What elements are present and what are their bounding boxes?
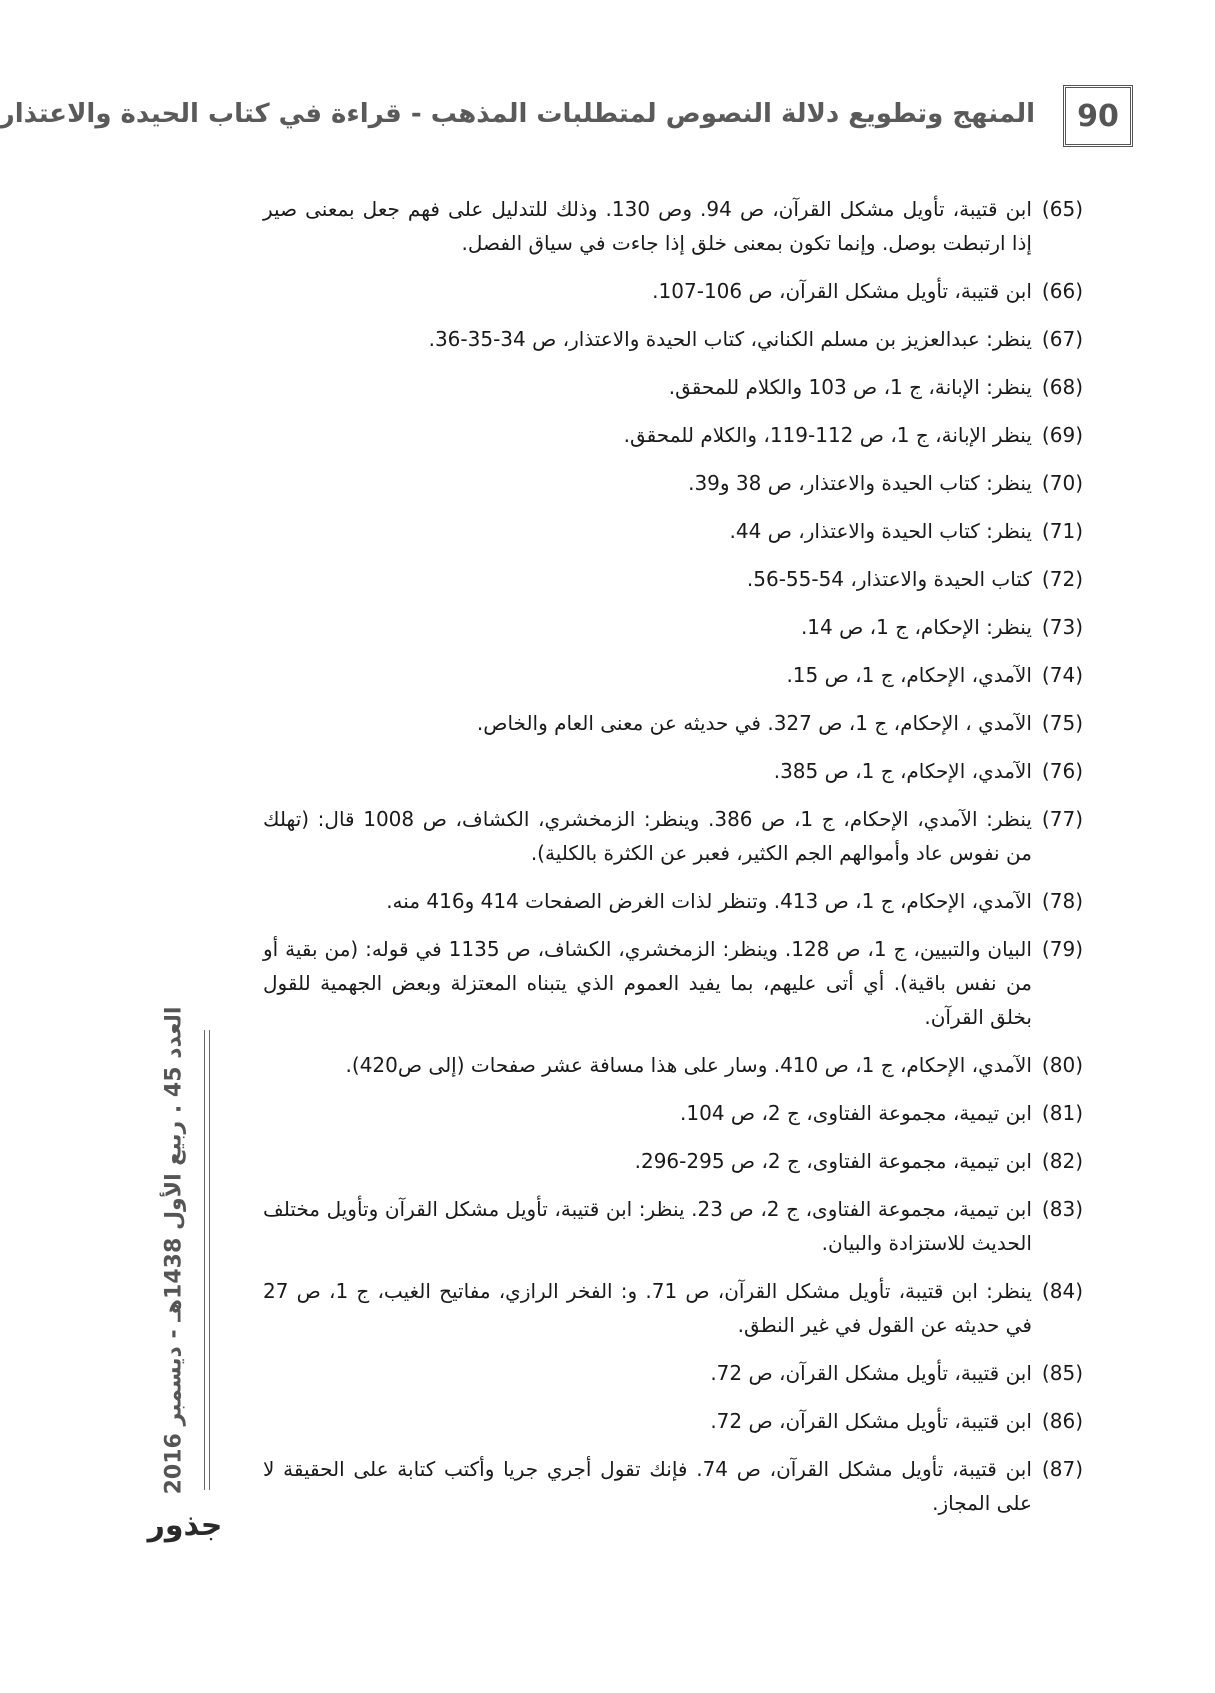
footnote-text: ينظر: كتاب الحيدة والاعتذار، ص 38 و39. — [688, 471, 1032, 495]
footnote-text: ابن تيمية، مجموعة الفتاوى، ج 2، ص 295-296. — [634, 1149, 1032, 1173]
footnote-number: (75) — [1041, 711, 1083, 735]
footnote-text: الآمدي، الإحكام، ج 1، ص 385. — [773, 759, 1032, 783]
journal-logo: جذور — [147, 1507, 223, 1543]
footnote — [263, 884, 1083, 918]
footnote — [263, 1356, 1083, 1390]
footnotes-list — [263, 192, 1083, 1534]
running-header-title: المنهج وتطويع دلالة النصوص لمتطلبات المذهب - قراءة في كتاب الحيدة والاعتذار — [0, 99, 1035, 129]
footnote — [263, 1192, 1083, 1260]
footnote — [263, 932, 1083, 1034]
footnote-number: (80) — [1041, 1053, 1083, 1077]
footnote — [263, 802, 1083, 870]
footnote-text: الآمدي، الإحكام، ج 1، ص 413. وتنظر لذات الغرض الصفحات 414 و416 منه. — [386, 889, 1032, 913]
footnote — [263, 322, 1083, 356]
footnote-number: (78) — [1041, 889, 1083, 913]
footnote-number: (66) — [1041, 279, 1083, 303]
footnote — [263, 192, 1083, 260]
footnote — [263, 274, 1083, 308]
footnote-number: (87) — [1041, 1457, 1083, 1481]
footnote-text: ينظر: الآمدي، الإحكام، ج 1، ص 386. وينظر: الزمخشري، الكشاف، ص 1008 قال: (تهلك من نفوس عاد وأموالهم الجم الكثير، فعبر عن الكثرة بالكلية). — [263, 807, 1032, 865]
footnote-number: (73) — [1041, 615, 1083, 639]
footnote-text: ابن قتيبة، تأويل مشكل القرآن، ص 72. — [710, 1409, 1032, 1433]
footnote-text: ابن قتيبة، تأويل مشكل القرآن، ص 74. فإنك تقول أجري جريا وأكتب كتابة على الحقيقة لا على المجاز. — [263, 1457, 1032, 1515]
footnote — [263, 370, 1083, 404]
footnote — [263, 1404, 1083, 1438]
footnote — [263, 706, 1083, 740]
footnote-number: (81) — [1041, 1101, 1083, 1125]
footnote-text: ابن تيمية، مجموعة الفتاوى، ج 2، ص 104. — [680, 1101, 1032, 1125]
footnote-number: (76) — [1041, 759, 1083, 783]
footnote-number: (65) — [1041, 197, 1083, 221]
footnote-number: (70) — [1041, 471, 1083, 495]
footnote — [263, 562, 1083, 596]
footnote-number: (79) — [1041, 937, 1083, 961]
footnote-text: الآمدي ، الإحكام، ج 1، ص 327. في حديثه عن معنى العام والخاص. — [476, 711, 1032, 735]
footnote-number: (84) — [1041, 1279, 1083, 1303]
issue-info-vertical — [154, 1000, 194, 1500]
footnote-number: (83) — [1041, 1197, 1083, 1221]
footnote-text: الآمدي، الإحكام، ج 1، ص 15. — [786, 663, 1032, 687]
footnote — [263, 610, 1083, 644]
footnote-text: ينظر: الإبانة، ج 1، ص 103 والكلام للمحقق. — [668, 375, 1032, 399]
footnote-text: الآمدي، الإحكام، ج 1، ص 410. وسار على هذا مسافة عشر صفحات (إلى ص420). — [345, 1053, 1032, 1077]
footnote-text: ينظر: كتاب الحيدة والاعتذار، ص 44. — [729, 519, 1032, 543]
footnote-number: (69) — [1041, 423, 1083, 447]
footnote — [263, 1274, 1083, 1342]
footnote — [263, 1048, 1083, 1082]
page-number: 90 — [1063, 85, 1133, 147]
footnote-text: ينظر: عبدالعزيز بن مسلم الكناني، كتاب الحيدة والاعتذار، ص 34-35-36. — [428, 327, 1032, 351]
footnote-text: ينظر: ابن قتيبة، تأويل مشكل القرآن، ص 71. و: الفخر الرازي، مفاتيح الغيب، ج 1، ص 27 في حديثه عن القول في غير النطق. — [263, 1279, 1032, 1337]
footnote — [263, 1096, 1083, 1130]
footnote — [263, 418, 1083, 452]
footnote-number: (67) — [1041, 327, 1083, 351]
footnote-number: (82) — [1041, 1149, 1083, 1173]
footnote — [263, 658, 1083, 692]
footnote-text: كتاب الحيدة والاعتذار، 54-55-56. — [746, 567, 1032, 591]
footnote — [263, 514, 1083, 548]
footnote — [263, 1452, 1083, 1520]
footnote-number: (85) — [1041, 1361, 1083, 1385]
footnote-number: (71) — [1041, 519, 1083, 543]
footnote-text: ابن تيمية، مجموعة الفتاوى، ج 2، ص 23. ينظر: ابن قتيبة، تأويل مشكل القرآن وتأويل مختلف الحديث للاستزادة والبيان. — [263, 1197, 1032, 1255]
footnote — [263, 754, 1083, 788]
footnote-text: ابن قتيبة، تأويل مشكل القرآن، ص 72. — [710, 1361, 1032, 1385]
footnote-number: (77) — [1041, 807, 1083, 831]
footnote-text: ابن قتيبة، تأويل مشكل القرآن، ص 94. وص 130. وذلك للتدليل على فهم جعل بمعنى صير إذا ارتبطت بوصل. وإنما تكون بمعنى خلق إذا جاءت في سياق الفصل. — [263, 197, 1032, 255]
footnote-text: ينظر الإبانة، ج 1، ص 112-119، والكلام للمحقق. — [623, 423, 1032, 447]
vertical-rule-divider — [204, 1030, 210, 1490]
issue-info-text: العدد 45 . ربيع الأول 1438هـ - ديسمبر 2016 — [161, 1006, 187, 1494]
footnote — [263, 1144, 1083, 1178]
footnote-number: (74) — [1041, 663, 1083, 687]
footnote-number: (68) — [1041, 375, 1083, 399]
footnote-text: ابن قتيبة، تأويل مشكل القرآن، ص 106-107. — [652, 279, 1032, 303]
footnote-number: (72) — [1041, 567, 1083, 591]
footnote-text: ينظر: الإحكام، ج 1، ص 14. — [800, 615, 1032, 639]
footnote-number: (86) — [1041, 1409, 1083, 1433]
footnote — [263, 466, 1083, 500]
footnote-text: البيان والتبيين، ج 1، ص 128. وينظر: الزمخشري، الكشاف، ص 1135 في قوله: (من بقية أو من نفس باقية). أي أتى عليهم، بما يفيد العموم الذي يتبناه المعتزلة وبعض الجهمية للقول بخلق القرآن. — [263, 937, 1032, 1029]
